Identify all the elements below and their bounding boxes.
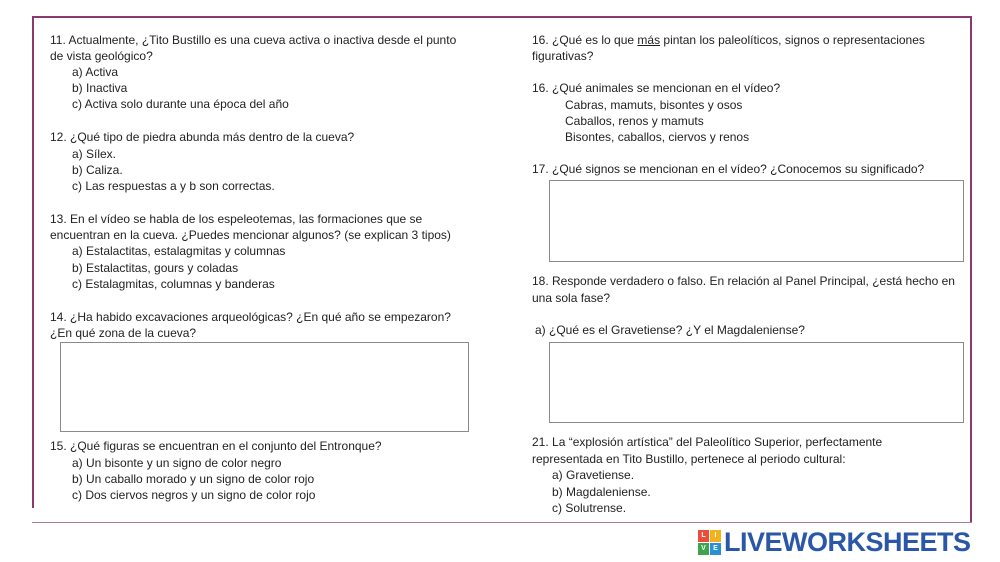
q16a-pre: 16. ¿Qué es lo que <box>532 33 638 47</box>
liveworksheets-logo-text: LIVEWORKSHEETS <box>724 526 971 557</box>
q14-text-line2: ¿En qué zona de la cueva? <box>50 326 197 340</box>
q21-option-c[interactable]: c) Solutrense. <box>552 501 627 515</box>
q16a-text-line1 <box>532 32 925 49</box>
q17-answer-input[interactable] <box>550 181 963 261</box>
q12-option-c[interactable]: c) Las respuestas a y b son correctas. <box>72 179 275 193</box>
q13-option-a[interactable]: a) Estalactitas, estalagmitas y columnas <box>72 244 286 258</box>
q13-option-b[interactable]: b) Estalactitas, gours y coladas <box>72 261 239 275</box>
qa-text-line1: a) ¿Qué es el Gravetiense? ¿Y el Magdaleniense? <box>535 323 805 337</box>
q13-text-line1: 13. En el vídeo se habla de los espeleotemas, las formaciones que se <box>50 212 423 226</box>
q15-option-c[interactable]: c) Dos ciervos negros y un signo de color rojo <box>72 488 316 502</box>
q12-text-line1: 12. ¿Qué tipo de piedra abunda más dentro de la cueva? <box>50 130 355 144</box>
q18-text-line1: 18. Responde verdadero o falso. En relación al Panel Principal, ¿está hecho en <box>532 274 955 288</box>
logo-icon-tile-l: L <box>698 530 709 542</box>
q11-option-c[interactable]: c) Activa solo durante una época del año <box>72 97 289 111</box>
logo-icon-tile-i: I <box>710 530 721 542</box>
q16a-underlined: más <box>637 33 661 47</box>
q21-option-b[interactable]: b) Magdaleniense. <box>552 485 651 499</box>
q17-text-line1: 17. ¿Qué signos se mencionan en el vídeo? ¿Conocemos su significado? <box>532 162 925 176</box>
sheet-border-bottom <box>32 522 972 523</box>
q15-text-line1: 15. ¿Qué figuras se encuentran en el conjunto del Entronque? <box>50 439 382 453</box>
q15-option-a[interactable]: a) Un bisonte y un signo de color negro <box>72 456 282 470</box>
logo-icon-tile-v: V <box>698 543 709 555</box>
sheet-border-top <box>32 16 972 18</box>
q11-option-b[interactable]: b) Inactiva <box>72 81 128 95</box>
q16b-option-3[interactable]: Bisontes, caballos, ciervos y renos <box>565 130 750 144</box>
q13-option-c[interactable]: c) Estalagmitas, columnas y banderas <box>72 277 275 291</box>
q21-text-line2: representada en Tito Bustillo, pertenece al periodo cultural: <box>532 452 846 466</box>
q16a-post: pintan los paleolíticos, signos o representaciones <box>660 33 925 47</box>
q21-option-a[interactable]: a) Gravetiense. <box>552 468 635 482</box>
q16b-option-2[interactable]: Caballos, renos y mamuts <box>565 114 704 128</box>
q14-text-line1: 14. ¿Ha habido excavaciones arqueológicas? ¿En qué año se empezaron? <box>50 310 451 324</box>
sheet-border-right <box>970 16 972 522</box>
q18-text-line2: una sola fase? <box>532 291 611 305</box>
q16b-text-line1: 16. ¿Qué animales se mencionan en el vídeo? <box>532 81 781 95</box>
logo-icon-tile-e: E <box>710 543 721 555</box>
q15-option-b[interactable]: b) Un caballo morado y un signo de color rojo <box>72 472 315 486</box>
q11-text-line2: de vista geológico? <box>50 49 153 63</box>
q13-text-line2: encuentran en la cueva. ¿Puedes mencionar algunos? (se explican 3 tipos) <box>50 228 451 242</box>
qa-answer-input[interactable] <box>550 343 963 422</box>
q14-answer-field[interactable] <box>60 342 469 432</box>
q12-option-a[interactable]: a) Sílex. <box>72 147 117 161</box>
q12-option-b[interactable]: b) Caliza. <box>72 163 123 177</box>
q14-answer-input[interactable] <box>61 343 468 431</box>
sheet-border-left <box>32 16 34 508</box>
q16a-text-line2: figurativas? <box>532 49 594 63</box>
q17-answer-field[interactable] <box>549 180 964 262</box>
q11-option-a[interactable]: a) Activa <box>72 65 119 79</box>
qa-answer-field[interactable] <box>549 342 964 423</box>
q21-text-line1: 21. La “explosión artística” del Paleolítico Superior, perfectamente <box>532 435 883 449</box>
liveworksheets-logo-icon <box>698 530 720 554</box>
q16b-option-1[interactable]: Cabras, mamuts, bisontes y osos <box>565 98 743 112</box>
liveworksheets-logo <box>698 528 971 556</box>
q11-text-line1: 11. Actualmente, ¿Tito Bustillo es una cueva activa o inactiva desde el punto <box>50 33 457 47</box>
